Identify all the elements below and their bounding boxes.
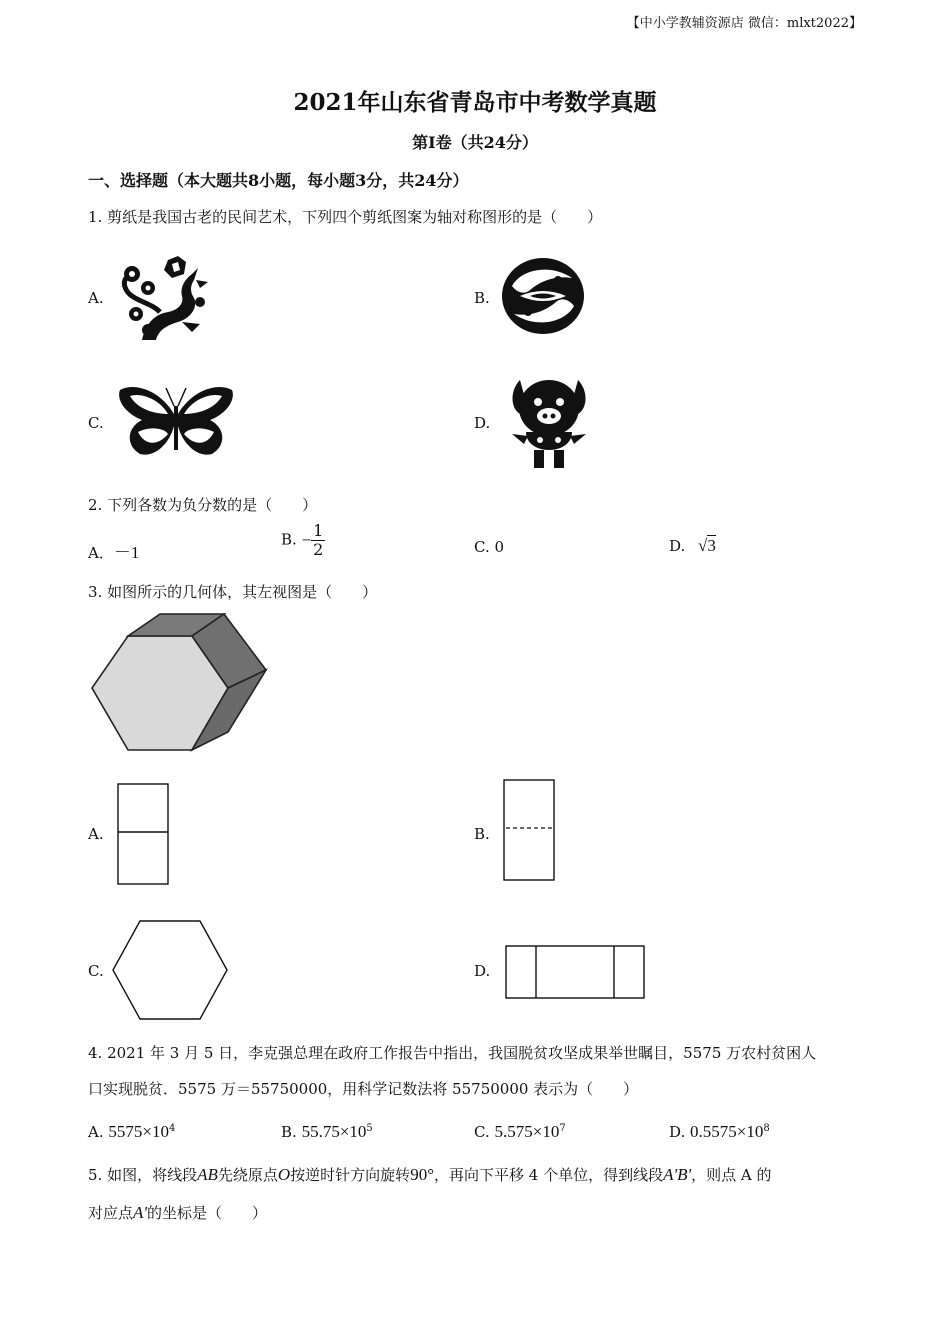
left-view-option-c	[110, 918, 230, 1022]
q2-option-d	[669, 536, 716, 556]
q5-text-4: ，再向下平移 4 个单位，得到线段	[434, 1166, 664, 1184]
q2-option-b-sign: −	[301, 530, 312, 550]
q5-segment-a-prime-b-prime: A'B'	[663, 1165, 692, 1184]
q5-text-2: 先绕原点	[217, 1166, 278, 1184]
papercut-double-fish-image	[500, 256, 586, 336]
q5-text-6: 对应点	[88, 1204, 134, 1222]
q1-option-c-label: C.	[88, 414, 104, 432]
question-5-line-2	[88, 1202, 267, 1223]
q4-option-b-exponent: 5	[366, 1123, 373, 1134]
question-4-line-2: 口实现脱贫．5575 万＝55750000，用科学记数法将 55750000 表示为（ ）	[88, 1080, 639, 1098]
q2-option-d-label: D.	[669, 537, 686, 555]
q4-option-c-exponent: 7	[559, 1123, 566, 1134]
q4-option-d	[669, 1122, 770, 1142]
q4-option-a-label: A.	[88, 1123, 104, 1141]
page-title: 2021年山东省青岛市中考数学真题	[293, 89, 657, 116]
sqrt-symbol: √3	[698, 536, 716, 555]
header-note: 【中小学教辅资源店 微信：mlxt2022】	[626, 16, 862, 31]
q5-segment-ab: AB	[197, 1165, 218, 1184]
q1-option-d-label: D.	[474, 414, 491, 432]
q4-option-b-label: B.	[281, 1123, 297, 1141]
q5-point-a-prime: A'	[133, 1203, 148, 1222]
left-view-option-a	[116, 782, 170, 886]
q4-option-d-exponent: 8	[763, 1123, 770, 1134]
q4-option-b-base: 55.75×10	[301, 1122, 367, 1141]
q3-option-a-label: A.	[88, 825, 104, 843]
fraction-numerator: 1	[313, 521, 324, 540]
volume-subtitle: 第Ⅰ卷（共24分）	[412, 133, 538, 152]
q1-option-a-label: A.	[88, 289, 104, 307]
papercut-piglet-image	[506, 372, 592, 470]
left-view-option-d	[504, 944, 646, 1000]
radicand: 3	[707, 536, 716, 555]
q2-option-a-value: －1	[113, 543, 140, 562]
q5-angle: 90°	[410, 1165, 434, 1184]
q5-text-3: 按逆时针方向旋转	[290, 1166, 411, 1184]
q4-option-c-base: 5.575×10	[494, 1122, 560, 1141]
papercut-plum-branch-image	[112, 252, 212, 342]
q5-text-7: 的坐标是（ ）	[147, 1204, 268, 1222]
question-2-text: 2. 下列各数为负分数的是（ ）	[88, 496, 318, 514]
question-3-text: 3. 如图所示的几何体，其左视图是（ ）	[88, 583, 378, 601]
q4-option-c	[474, 1122, 566, 1142]
papercut-butterfly-image	[116, 384, 236, 460]
q4-option-c-label: C.	[474, 1123, 490, 1141]
q4-option-a-exponent: 4	[168, 1123, 176, 1134]
q2-option-a-label: A．	[88, 544, 114, 562]
q2-option-c: C. 0	[474, 538, 505, 556]
fraction-denominator: 2	[313, 540, 324, 559]
section-heading: 一、选择题（本大题共8小题，每小题3分，共24分）	[88, 171, 469, 190]
q5-text-1: 5. 如图，将线段	[88, 1166, 198, 1184]
left-view-option-b	[502, 778, 556, 882]
q3-option-d-label: D.	[474, 962, 491, 980]
q2-option-b	[281, 522, 325, 559]
q4-option-d-label: D.	[669, 1123, 686, 1141]
question-5-line-1	[88, 1164, 772, 1185]
q5-origin-o: O	[277, 1165, 291, 1184]
question-4-line-1: 4. 2021 年 3 月 5 日，李克强总理在政府工作报告中指出，我国脱贫攻坚成果举世瞩目，5575 万农村贫困人	[88, 1044, 817, 1062]
q4-option-d-base: 0.5575×10	[690, 1122, 764, 1141]
hexagonal-prism-figure	[88, 610, 272, 756]
q4-option-b	[281, 1122, 373, 1142]
q5-text-5: ，则点 A 的	[691, 1166, 772, 1184]
q1-option-b-label: B.	[474, 289, 490, 307]
q2-option-b-label: B.	[281, 530, 297, 549]
q2-option-b-fraction	[311, 522, 325, 559]
q4-option-a-base: 5575×10	[108, 1122, 169, 1141]
q2-option-a	[88, 538, 139, 563]
question-1-text: 1. 剪纸是我国古老的民间艺术，下列四个剪纸图案为轴对称图形的是（ ）	[88, 208, 603, 226]
q4-option-a	[88, 1122, 175, 1142]
q3-option-c-label: C.	[88, 962, 104, 980]
q3-option-b-label: B.	[474, 825, 490, 843]
